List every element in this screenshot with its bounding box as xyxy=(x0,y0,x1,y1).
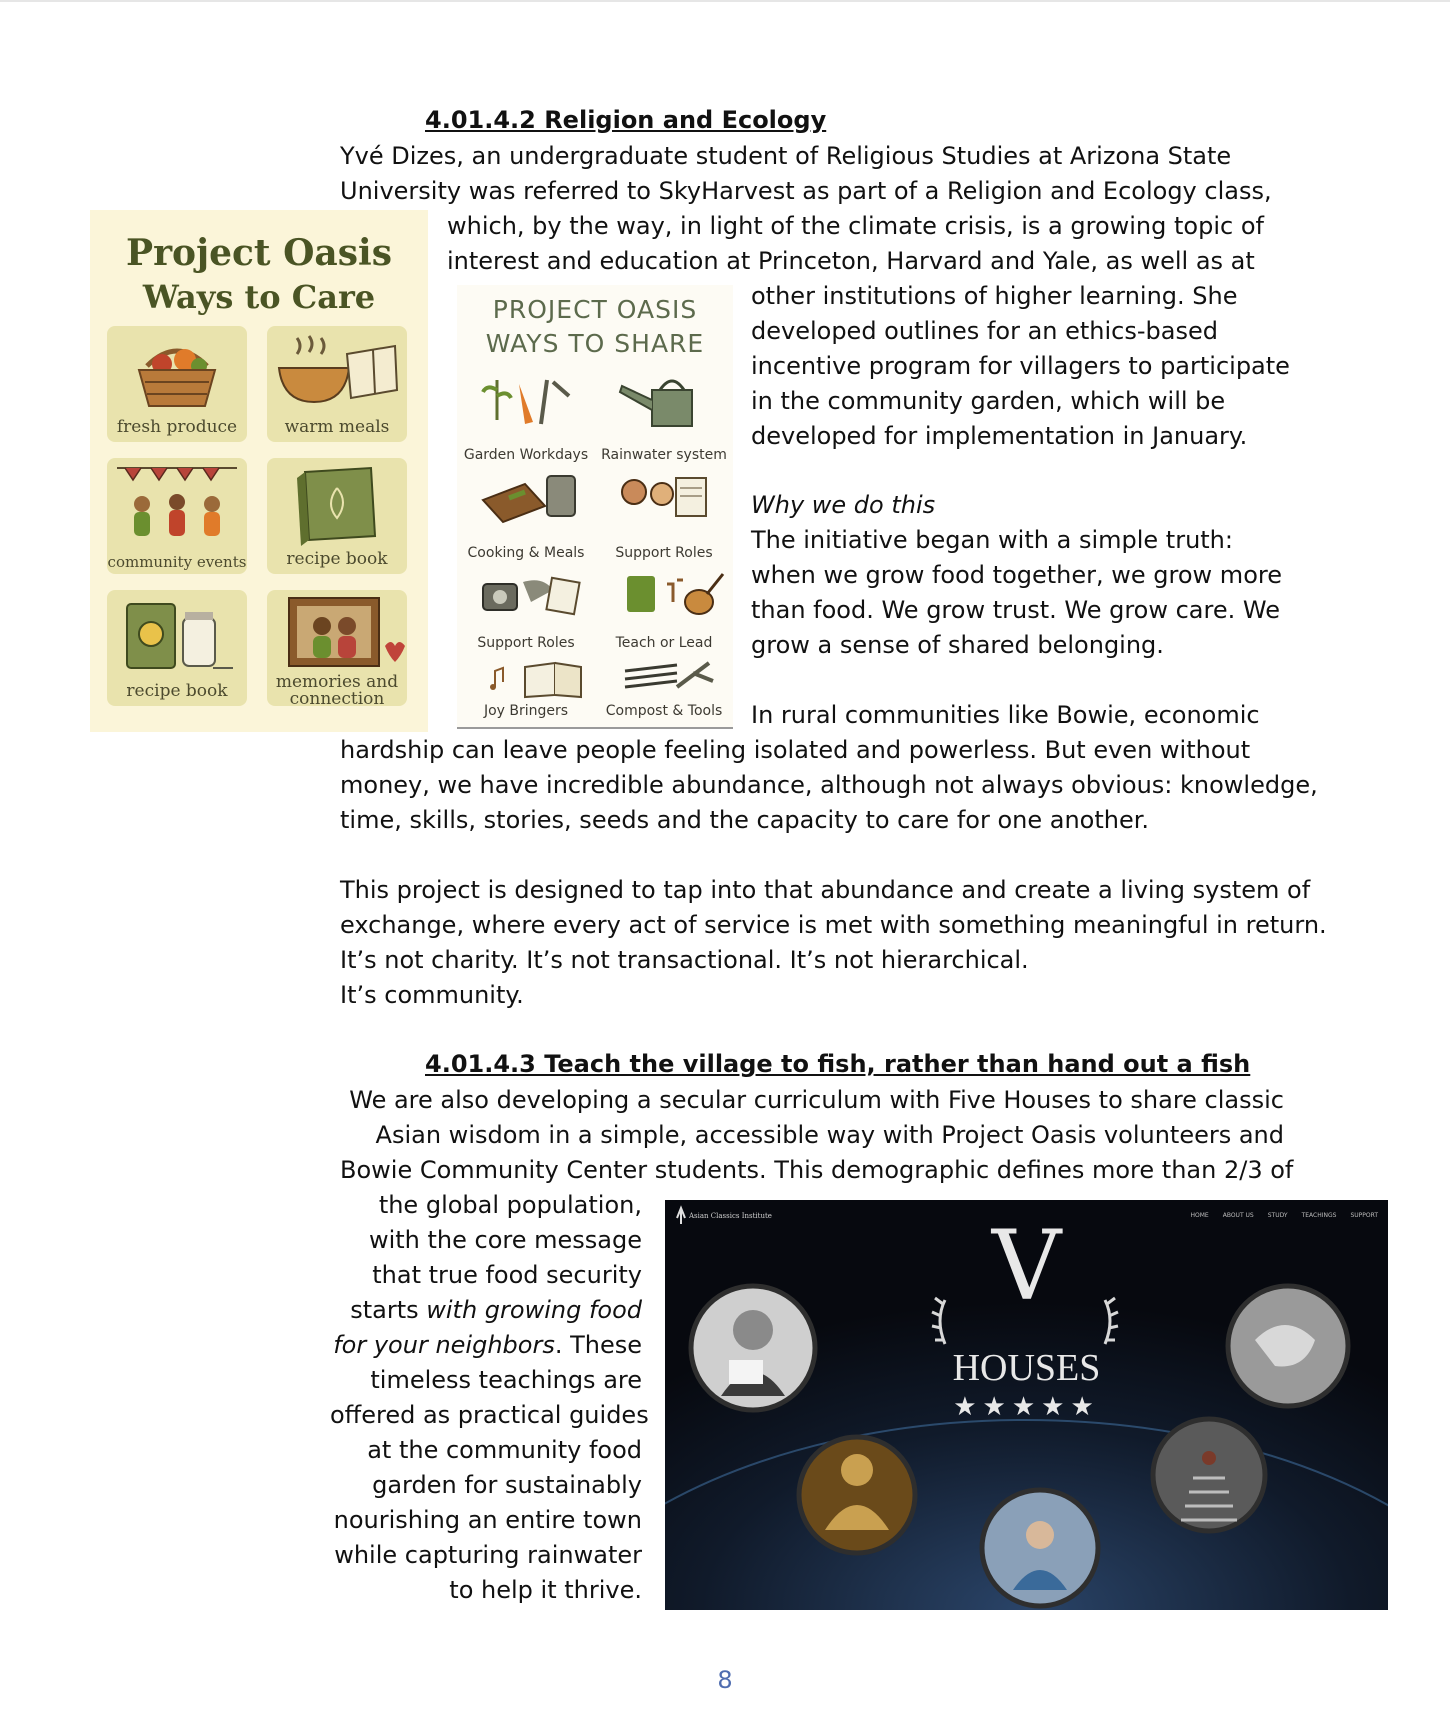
poster-ways-to-share xyxy=(457,285,733,729)
tile-fresh-produce xyxy=(107,326,247,442)
tile-memories xyxy=(267,590,407,709)
emphasis-text: with growing food xyxy=(426,1296,642,1324)
guitar-icon xyxy=(617,570,727,620)
body-line: nourishing an entire town xyxy=(333,1506,642,1534)
music-book-icon xyxy=(485,657,585,701)
poster-subtitle: Ways to Care xyxy=(142,278,376,316)
body-line: which, by the way, in light of the climate crisis, is a growing topic of xyxy=(447,212,1264,240)
tile-warm-meals xyxy=(267,326,407,442)
book-icon xyxy=(267,458,407,548)
body-line: developed for implementation in January. xyxy=(751,422,1248,450)
share-item-label: Compost & Tools xyxy=(605,703,723,719)
basket-icon xyxy=(107,326,247,416)
people-board-icon xyxy=(612,470,722,525)
compost-tools-icon xyxy=(617,657,717,701)
camera-icon xyxy=(475,570,585,620)
seed-packet-icon xyxy=(107,590,247,680)
tile-community-events xyxy=(107,458,247,574)
poster-ways-to-care xyxy=(90,210,428,732)
nav-teachings[interactable]: TEACHINGS xyxy=(1301,1212,1337,1219)
body-line: It’s community. xyxy=(340,981,524,1009)
poster-subtitle: WAYS TO SHARE xyxy=(485,329,705,358)
body-line: timeless teachings are xyxy=(370,1366,642,1394)
nav-study[interactable]: STUDY xyxy=(1267,1212,1288,1219)
body-line: This project is designed to tap into that abundance and create a living system of xyxy=(340,876,1311,904)
bowl-icon xyxy=(267,326,407,416)
share-item-label: Joy Bringers xyxy=(483,703,569,719)
body-line: garden for sustainably xyxy=(372,1471,642,1499)
share-item-label: Support Roles xyxy=(615,545,713,561)
share-item-label: Support Roles xyxy=(477,635,575,651)
nav-about[interactable]: ABOUT US xyxy=(1222,1212,1254,1219)
body-line: We are also developing a secular curriculum with Five Houses to share classic xyxy=(349,1086,1284,1114)
page-number: 8 xyxy=(717,1666,733,1694)
body-line: when we grow food together, we grow more xyxy=(751,561,1282,589)
cutting-board-icon xyxy=(475,470,585,525)
body-text: starts xyxy=(350,1296,427,1324)
body-line: interest and education at Princeton, Harvard and Yale, as well as at xyxy=(447,247,1255,275)
body-line: the global population, xyxy=(378,1191,642,1219)
five-houses-image xyxy=(665,1200,1388,1610)
share-item-label: Cooking & Meals xyxy=(467,545,585,561)
body-line: that true food security xyxy=(372,1261,642,1289)
tile-label: community events xyxy=(107,553,247,571)
body-line: time, skills, stories, seeds and the capacity to care for one another. xyxy=(340,806,1150,834)
body-line: money, we have incredible abundance, although not always obvious: knowledge, xyxy=(340,771,1318,799)
nav-home[interactable]: HOME xyxy=(1190,1212,1209,1219)
tile-label: recipe book xyxy=(286,549,388,569)
share-item-label: Garden Workdays xyxy=(463,447,589,463)
body-line: than food. We grow trust. We grow care. We xyxy=(751,596,1280,624)
body-line: It’s not charity. It’s not transactional. It’s not hierarchical. xyxy=(340,946,1029,974)
body-line: University was referred to SkyHarvest as part of a Religion and Ecology class, xyxy=(340,177,1272,205)
body-line: in the community garden, which will be xyxy=(751,387,1226,415)
body-line: with the core message xyxy=(368,1226,642,1254)
body-line: In rural communities like Bowie, economic xyxy=(751,701,1260,729)
tile-label: fresh produce xyxy=(116,417,238,437)
nav-support[interactable]: SUPPORT xyxy=(1350,1212,1378,1219)
body-line: Bowie Community Center students. This demographic defines more than 2/3 of xyxy=(340,1156,1294,1184)
body-line: Yvé Dizes, an undergraduate student of Religious Studies at Arizona State xyxy=(340,142,1232,170)
body-line: grow a sense of shared belonging. xyxy=(751,631,1164,659)
poster-title: PROJECT OASIS xyxy=(492,295,698,324)
share-item-label: Rainwater system xyxy=(601,447,727,463)
body-line: at the community food xyxy=(367,1436,642,1464)
body-line: hardship can leave people feeling isolated and powerless. But even without xyxy=(340,736,1251,764)
tile-label: warm meals xyxy=(284,417,390,437)
garden-tools-icon xyxy=(477,370,577,430)
tile-label: recipe book xyxy=(126,681,228,701)
brand-name: Asian Classics Institute xyxy=(689,1212,772,1220)
poster-title: Project Oasis xyxy=(126,232,392,274)
roman-numeral-five: V xyxy=(991,1210,1062,1322)
star-rating: ★★★★★ xyxy=(953,1392,1100,1422)
body-line: exchange, where every act of service is met with something meaningful in return. xyxy=(340,911,1327,939)
portrait-golden-figure xyxy=(799,1437,915,1553)
body-text: . These xyxy=(554,1331,642,1359)
tile-recipe-book xyxy=(267,458,407,574)
tile-recipe-book-2 xyxy=(107,590,247,706)
houses-title: HOUSES xyxy=(952,1347,1101,1389)
body-line: Asian wisdom in a simple, accessible way with Project Oasis volunteers and xyxy=(375,1121,1284,1149)
body-line xyxy=(330,1329,642,1361)
body-line: developed outlines for an ethics-based xyxy=(751,317,1218,345)
body-line: offered as practical guides xyxy=(330,1401,649,1429)
body-line: other institutions of higher learning. She xyxy=(751,282,1238,310)
section-heading-teach-village: 4.01.4.3 Teach the village to fish, rather than hand out a fish xyxy=(425,1050,1251,1078)
body-line: The initiative began with a simple truth: xyxy=(751,526,1233,554)
people-icon xyxy=(107,458,247,548)
photo-frame-icon xyxy=(267,590,407,670)
body-line: incentive program for villagers to participate xyxy=(751,352,1290,380)
why-heading: Why we do this xyxy=(751,491,936,519)
emphasis-text: for your neighbors xyxy=(333,1331,555,1359)
portrait-hiker xyxy=(982,1490,1098,1606)
watering-can-icon xyxy=(612,370,712,430)
section-heading-religion-ecology: 4.01.4.2 Religion and Ecology xyxy=(425,106,827,134)
portrait-stairs xyxy=(1153,1419,1265,1531)
body-line: while capturing rainwater xyxy=(334,1541,642,1569)
tile-label: memories and connection xyxy=(275,672,399,709)
page-top-edge xyxy=(0,0,1450,2)
share-item-label: Teach or Lead xyxy=(615,635,713,651)
body-line: to help it thrive. xyxy=(449,1576,642,1604)
body-line xyxy=(330,1294,642,1326)
